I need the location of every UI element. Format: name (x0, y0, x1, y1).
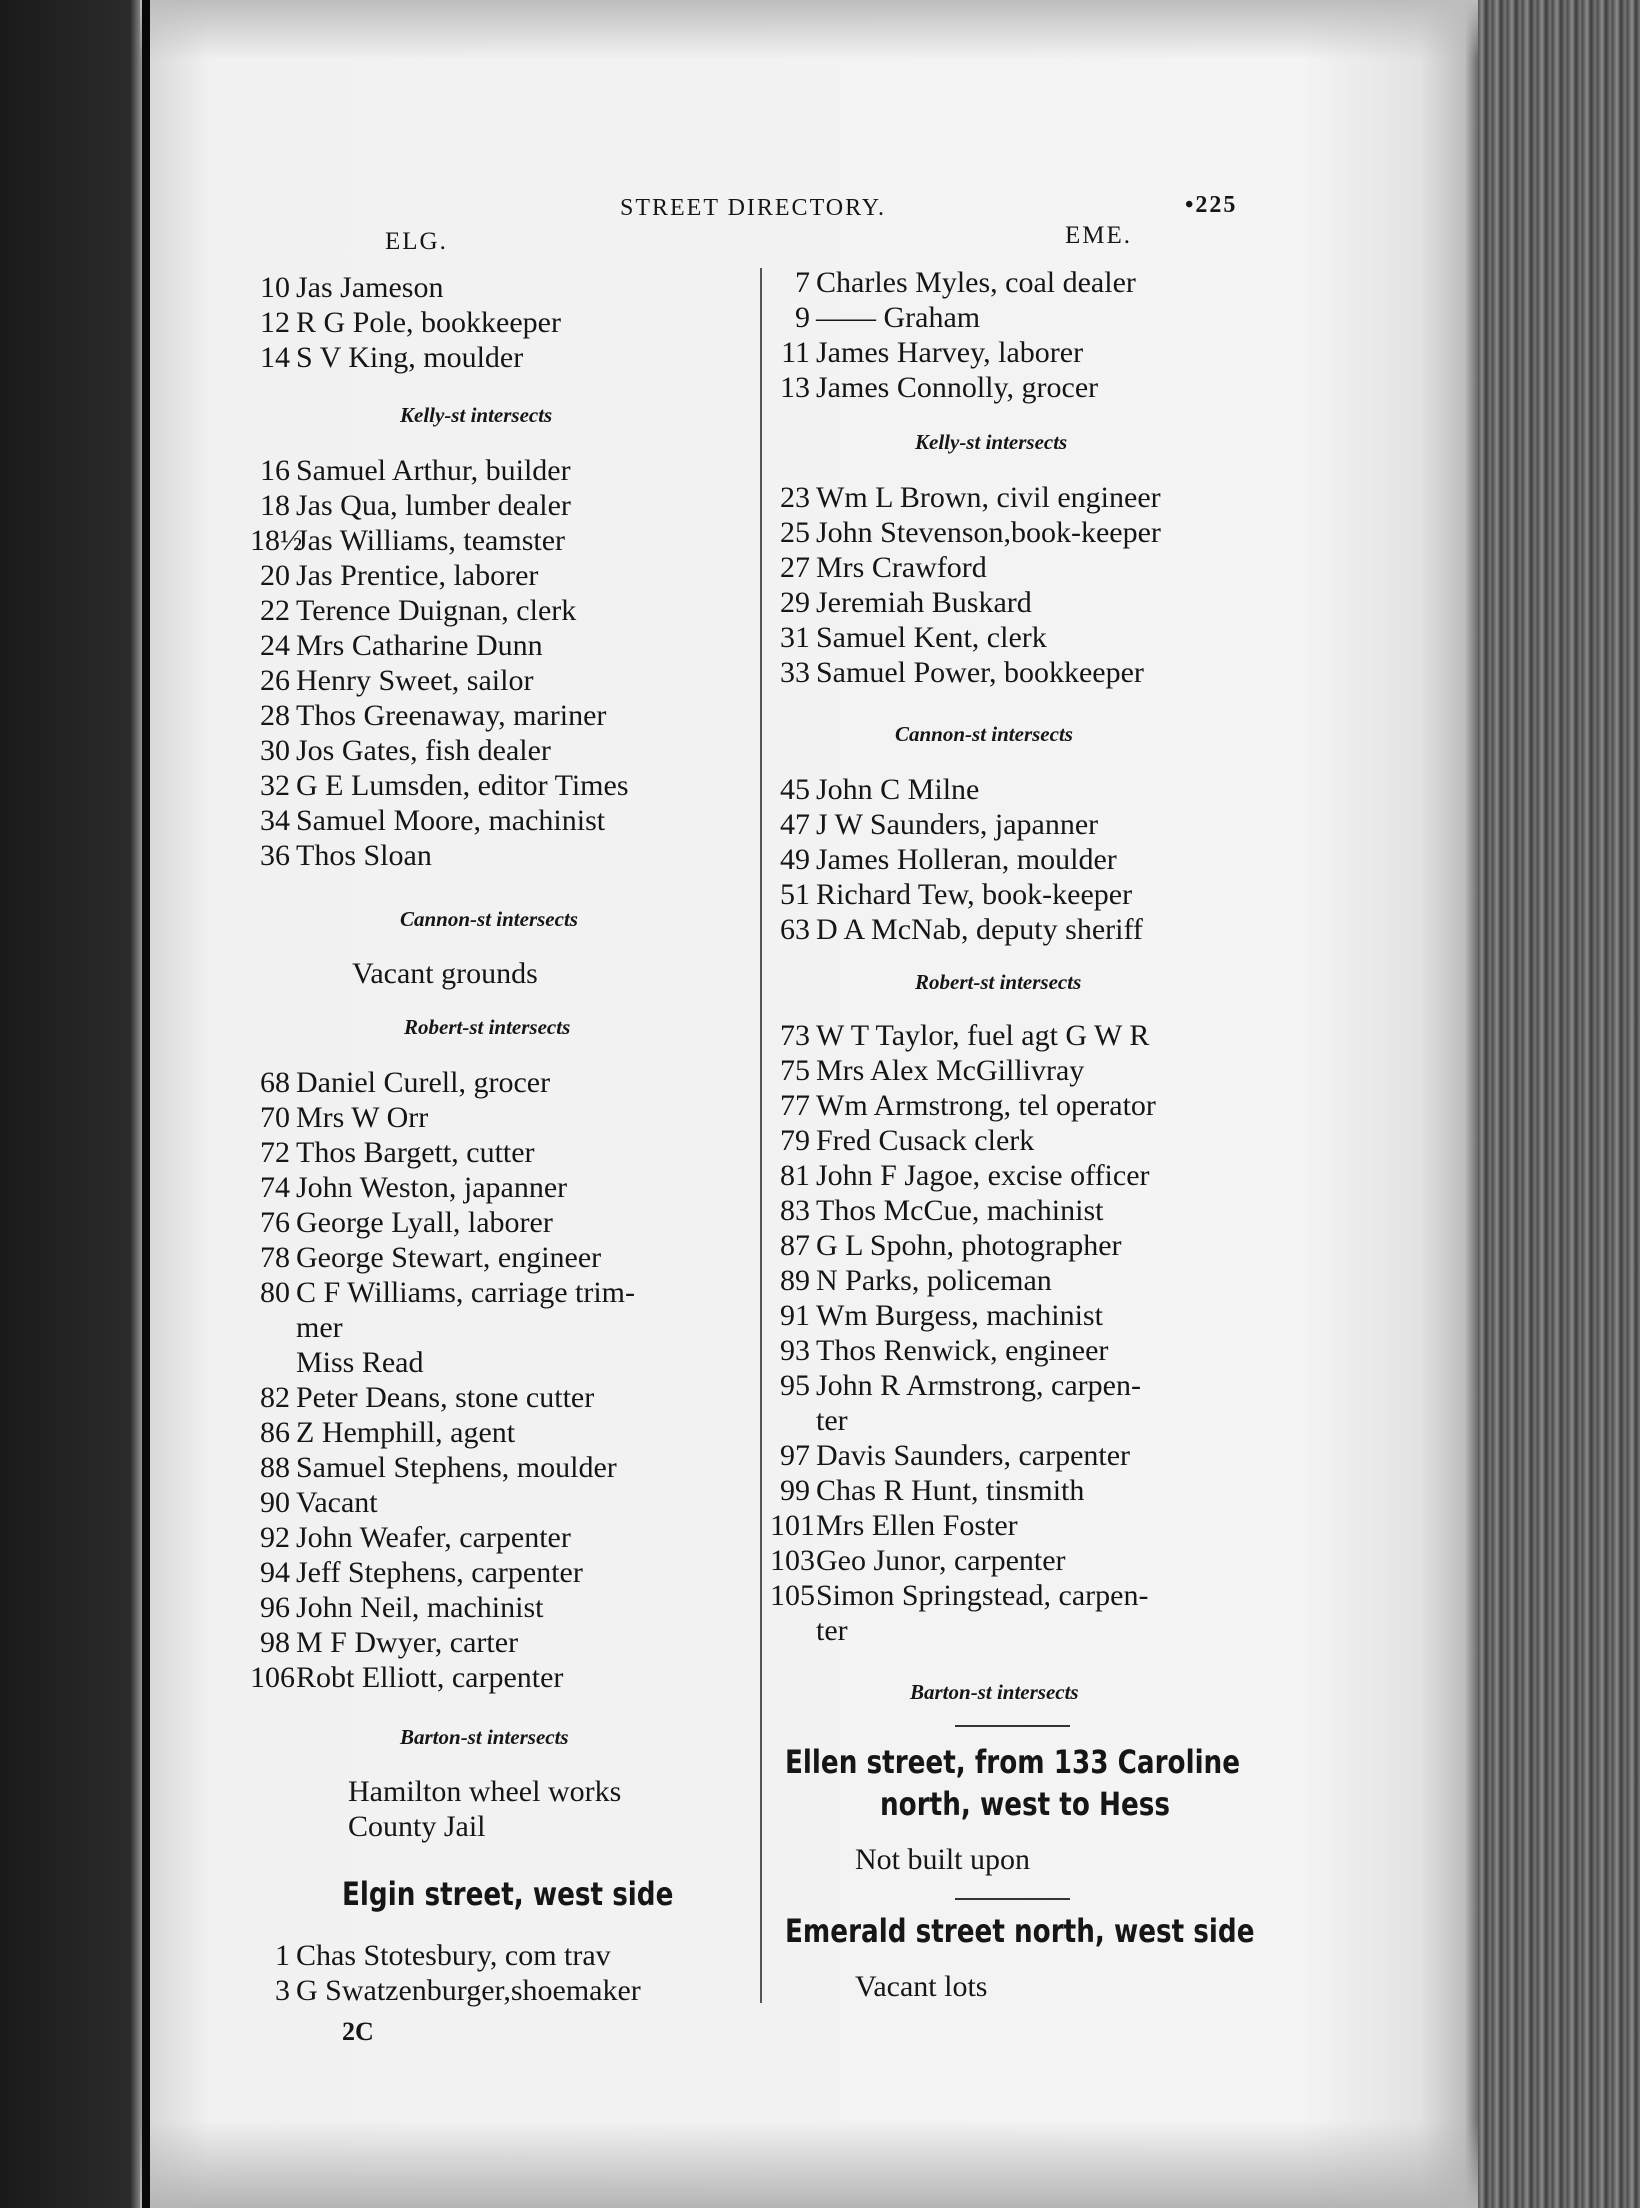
directory-entry (770, 1123, 1156, 1158)
resident-name: M F Dwyer, carter (296, 1626, 519, 1659)
directory-entry (250, 1590, 635, 1625)
works-line-1: Hamilton wheel works (348, 1775, 622, 1808)
house-number: 34 (260, 804, 290, 837)
house-number: 18½ (250, 524, 303, 557)
house-number: 73 (780, 1019, 810, 1052)
directory-entry (770, 1438, 1156, 1473)
directory-entry (250, 1170, 635, 1205)
house-number: 75 (780, 1054, 810, 1087)
resident-name: Charles Myles, coal dealer (816, 266, 1136, 299)
page-top-shadow (140, 0, 1480, 60)
directory-entry (770, 655, 1161, 690)
house-number: 12 (260, 306, 290, 339)
resident-name: Simon Springstead, carpen- (816, 1579, 1149, 1612)
directory-entry (770, 1333, 1156, 1368)
right-section-kelly: Kelly-st intersects (915, 430, 1068, 454)
right-group-4 (770, 1018, 1156, 1648)
resident-name: ter (816, 1614, 848, 1647)
resident-name: Thos Renwick, engineer (816, 1334, 1109, 1367)
left-group-3 (250, 1065, 635, 1695)
house-number: 80 (260, 1276, 290, 1309)
directory-entry (770, 877, 1143, 912)
house-number: 81 (780, 1159, 810, 1192)
right-group-2 (770, 480, 1161, 690)
resident-name: mer (296, 1311, 343, 1344)
directory-entry (250, 663, 629, 698)
house-number: 88 (260, 1451, 290, 1484)
resident-name: Mrs Crawford (816, 551, 987, 584)
resident-name: Fred Cusack clerk (816, 1124, 1035, 1157)
directory-entry (250, 1100, 635, 1135)
right-group-3 (770, 772, 1143, 947)
directory-entry (250, 340, 561, 375)
resident-name: Terence Duignan, clerk (296, 594, 577, 627)
resident-name: Daniel Curell, grocer (296, 1066, 551, 1099)
resident-name: Vacant (296, 1486, 378, 1519)
resident-name: Jos Gates, fish dealer (296, 734, 551, 767)
directory-entry (770, 1018, 1156, 1053)
resident-name: Miss Read (296, 1346, 424, 1379)
house-number: 87 (780, 1229, 810, 1262)
directory-entry (250, 1275, 635, 1310)
resident-name: Thos Sloan (296, 839, 432, 872)
resident-name: Mrs Alex McGillivray (816, 1054, 1085, 1087)
right-section-cannon: Cannon-st intersects (895, 722, 1073, 746)
directory-entry (250, 1450, 635, 1485)
house-number: 26 (260, 664, 290, 697)
house-number: 105 (770, 1579, 815, 1612)
house-number: 98 (260, 1626, 290, 1659)
house-number: 47 (780, 808, 810, 841)
resident-name: Samuel Power, bookkeeper (816, 656, 1144, 689)
directory-entry (770, 1263, 1156, 1298)
resident-name: Wm Burgess, machinist (816, 1299, 1103, 1332)
directory-entry (770, 550, 1161, 585)
resident-name: Davis Saunders, carpenter (816, 1439, 1131, 1472)
house-number: 10 (260, 271, 290, 304)
house-number: 78 (260, 1241, 290, 1274)
house-number: 99 (780, 1474, 810, 1507)
directory-entry (250, 1625, 635, 1660)
directory-entry (250, 1660, 635, 1695)
house-number: 45 (780, 773, 810, 806)
house-number: 96 (260, 1591, 290, 1624)
resident-name: John Stevenson,book-keeper (816, 516, 1161, 549)
resident-name: James Connolly, grocer (816, 371, 1099, 404)
house-number: 9 (795, 301, 810, 334)
house-number: 97 (780, 1439, 810, 1472)
resident-name: S V King, moulder (296, 341, 524, 374)
house-number: 74 (260, 1171, 290, 1204)
ellen-street-title-line1: Ellen street, from 133 Caroline (785, 1743, 1241, 1781)
resident-name: George Lyall, laborer (296, 1206, 553, 1239)
resident-name: Mrs W Orr (296, 1101, 429, 1134)
left-group-2 (250, 453, 629, 873)
directory-entry (770, 370, 1136, 405)
house-number: 30 (260, 734, 290, 767)
rule-above-ellen (955, 1725, 1070, 1727)
house-number: 13 (780, 371, 810, 404)
resident-name: Geo Junor, carpenter (816, 1544, 1066, 1577)
directory-entry (250, 1240, 635, 1275)
directory-entry (770, 585, 1161, 620)
directory-entry (770, 1298, 1156, 1333)
emerald-street-title: Emerald street north, west side (785, 1912, 1255, 1950)
resident-name: George Stewart, engineer (296, 1241, 602, 1274)
directory-entry (770, 1578, 1156, 1613)
house-number: 28 (260, 699, 290, 732)
directory-entry (250, 1485, 635, 1520)
right-section-barton: Barton-st intersects (910, 1680, 1079, 1704)
resident-name: Jas Jameson (296, 271, 444, 304)
right-section-robert: Robert-st intersects (915, 970, 1082, 994)
house-number: 14 (260, 341, 290, 374)
page-number: •225 (1185, 192, 1238, 218)
resident-name: John R Armstrong, carpen- (816, 1369, 1141, 1402)
resident-name: G L Spohn, photographer (816, 1229, 1122, 1262)
directory-entry (770, 1403, 1156, 1438)
house-number: 72 (260, 1136, 290, 1169)
directory-entry (250, 593, 629, 628)
left-section-cannon: Cannon-st intersects (400, 907, 578, 931)
emerald-street-note: Vacant lots (855, 1970, 988, 2003)
house-number: 49 (780, 843, 810, 876)
house-number: 89 (780, 1264, 810, 1297)
house-number: 18 (260, 489, 290, 522)
directory-entry (250, 1938, 641, 1973)
directory-entry (250, 1135, 635, 1170)
directory-entry (770, 515, 1161, 550)
directory-entry (770, 300, 1136, 335)
left-group-4 (250, 1938, 641, 2008)
ellen-street-title-line2: north, west to Hess (880, 1785, 1171, 1823)
resident-name: —— Graham (816, 301, 981, 334)
column-divider (760, 268, 762, 2003)
directory-entry (770, 1508, 1156, 1543)
resident-name: C F Williams, carriage trim- (296, 1276, 635, 1309)
directory-entry (250, 1065, 635, 1100)
directory-entry (770, 1228, 1156, 1263)
house-number: 68 (260, 1066, 290, 1099)
resident-name: Mrs Ellen Foster (816, 1509, 1018, 1542)
directory-entry (250, 803, 629, 838)
house-number: 79 (780, 1124, 810, 1157)
directory-entry (250, 1520, 635, 1555)
directory-entry (770, 1053, 1156, 1088)
signature-mark: 2C (342, 2017, 374, 2046)
directory-entry (770, 1158, 1156, 1193)
resident-name: J W Saunders, japanner (816, 808, 1099, 841)
resident-name: John C Milne (816, 773, 980, 806)
resident-name: Wm Armstrong, tel operator (816, 1089, 1156, 1122)
house-number: 20 (260, 559, 290, 592)
house-number: 1 (275, 1939, 290, 1972)
directory-entry (770, 1473, 1156, 1508)
house-number: 3 (275, 1974, 290, 2007)
resident-name: Jas Williams, teamster (296, 524, 566, 557)
resident-name: Thos McCue, machinist (816, 1194, 1104, 1227)
directory-entry (770, 842, 1143, 877)
resident-name: Thos Greenaway, mariner (296, 699, 607, 732)
works-line-2: County Jail (348, 1810, 486, 1843)
resident-name: John Weafer, carpenter (296, 1521, 571, 1554)
left-section-barton: Barton-st intersects (400, 1725, 569, 1749)
resident-name: Jas Prentice, laborer (296, 559, 539, 592)
resident-name: John Neil, machinist (296, 1591, 544, 1624)
house-number: 22 (260, 594, 290, 627)
house-number: 70 (260, 1101, 290, 1134)
resident-name: Peter Deans, stone cutter (296, 1381, 595, 1414)
directory-entry (770, 480, 1161, 515)
resident-name: Samuel Stephens, moulder (296, 1451, 617, 1484)
rule-above-emerald (955, 1898, 1070, 1900)
book-spine-edge (142, 0, 150, 2208)
resident-name: Samuel Moore, machinist (296, 804, 606, 837)
directory-entry (770, 1543, 1156, 1578)
house-number: 101 (770, 1509, 815, 1542)
house-number: 90 (260, 1486, 290, 1519)
resident-name: G Swatzenburger,shoemaker (296, 1974, 641, 2007)
resident-name: Samuel Arthur, builder (296, 454, 571, 487)
resident-name: John F Jagoe, excise officer (816, 1159, 1150, 1192)
house-number: 11 (781, 336, 810, 369)
page-bottom-shadow (140, 2120, 1480, 2208)
directory-entry (250, 698, 629, 733)
directory-entry (250, 453, 629, 488)
directory-entry (250, 488, 629, 523)
house-number: 27 (780, 551, 810, 584)
directory-entry (250, 523, 629, 558)
directory-entry (250, 733, 629, 768)
house-number: 92 (260, 1521, 290, 1554)
resident-name: Robt Elliott, carpenter (296, 1661, 564, 1694)
directory-entry (250, 1973, 641, 2008)
resident-name: R G Pole, bookkeeper (296, 306, 561, 339)
right-group-1 (770, 265, 1136, 405)
directory-entry (250, 1380, 635, 1415)
resident-name: Jas Qua, lumber dealer (296, 489, 571, 522)
house-number: 103 (770, 1544, 815, 1577)
resident-name: Thos Bargett, cutter (296, 1136, 535, 1169)
resident-name: Wm L Brown, civil engineer (816, 481, 1161, 514)
house-number: 25 (780, 516, 810, 549)
directory-entry (250, 305, 561, 340)
ellen-street-note: Not built upon (855, 1843, 1031, 1876)
page-title: STREET DIRECTORY. (620, 195, 887, 221)
left-column-label: ELG. (385, 228, 448, 255)
left-group-1 (250, 270, 561, 375)
directory-entry (770, 772, 1143, 807)
directory-entry (250, 270, 561, 305)
directory-entry (770, 335, 1136, 370)
house-number: 23 (780, 481, 810, 514)
resident-name: G E Lumsden, editor Times (296, 769, 629, 802)
elgin-street-title: Elgin street, west side (342, 1875, 674, 1913)
directory-entry (250, 1310, 635, 1345)
book-page-edges (1478, 0, 1640, 2208)
house-number: 93 (780, 1334, 810, 1367)
house-number: 7 (795, 266, 810, 299)
house-number: 106 (250, 1661, 295, 1694)
directory-entry (770, 620, 1161, 655)
directory-entry (250, 1555, 635, 1590)
resident-name: James Harvey, laborer (816, 336, 1084, 369)
directory-entry (250, 768, 629, 803)
resident-name: Henry Sweet, sailor (296, 664, 534, 697)
house-number: 76 (260, 1206, 290, 1239)
resident-name: ter (816, 1404, 848, 1437)
directory-entry (250, 838, 629, 873)
house-number: 82 (260, 1381, 290, 1414)
house-number: 51 (780, 878, 810, 911)
resident-name: Chas R Hunt, tinsmith (816, 1474, 1085, 1507)
house-number: 77 (780, 1089, 810, 1122)
house-number: 83 (780, 1194, 810, 1227)
resident-name: W T Taylor, fuel agt G W R (816, 1019, 1150, 1052)
house-number: 86 (260, 1416, 290, 1449)
directory-entry (770, 265, 1136, 300)
right-column-label: EME. (1065, 222, 1133, 249)
resident-name: Jeremiah Buskard (816, 586, 1032, 619)
house-number: 29 (780, 586, 810, 619)
house-number: 36 (260, 839, 290, 872)
directory-entry (250, 628, 629, 663)
directory-entry (770, 1368, 1156, 1403)
directory-entry (770, 807, 1143, 842)
directory-entry (770, 1193, 1156, 1228)
resident-name: Chas Stotesbury, com trav (296, 1939, 611, 1972)
directory-entry (770, 1088, 1156, 1123)
directory-entry (250, 558, 629, 593)
resident-name: Mrs Catharine Dunn (296, 629, 543, 662)
house-number: 33 (780, 656, 810, 689)
directory-entry (770, 912, 1143, 947)
house-number: 16 (260, 454, 290, 487)
resident-name: Jeff Stephens, carpenter (296, 1556, 583, 1589)
house-number: 91 (780, 1299, 810, 1332)
house-number: 32 (260, 769, 290, 802)
resident-name: John Weston, japanner (296, 1171, 568, 1204)
directory-entry (250, 1205, 635, 1240)
house-number: 95 (780, 1369, 810, 1402)
house-number: 94 (260, 1556, 290, 1589)
directory-entry (250, 1345, 635, 1380)
left-section-kelly: Kelly-st intersects (400, 403, 553, 427)
resident-name: Richard Tew, book-keeper (816, 878, 1133, 911)
resident-name: D A McNab, deputy sheriff (816, 913, 1143, 946)
left-section-robert: Robert-st intersects (404, 1015, 571, 1039)
house-number: 31 (780, 621, 810, 654)
resident-name: N Parks, policeman (816, 1264, 1052, 1297)
house-number: 24 (260, 629, 290, 662)
directory-entry (770, 1613, 1156, 1648)
house-number: 63 (780, 913, 810, 946)
vacant-grounds-text: Vacant grounds (352, 957, 538, 990)
directory-entry (250, 1415, 635, 1450)
resident-name: Z Hemphill, agent (296, 1416, 516, 1449)
resident-name: Samuel Kent, clerk (816, 621, 1047, 654)
resident-name: James Holleran, moulder (816, 843, 1117, 876)
